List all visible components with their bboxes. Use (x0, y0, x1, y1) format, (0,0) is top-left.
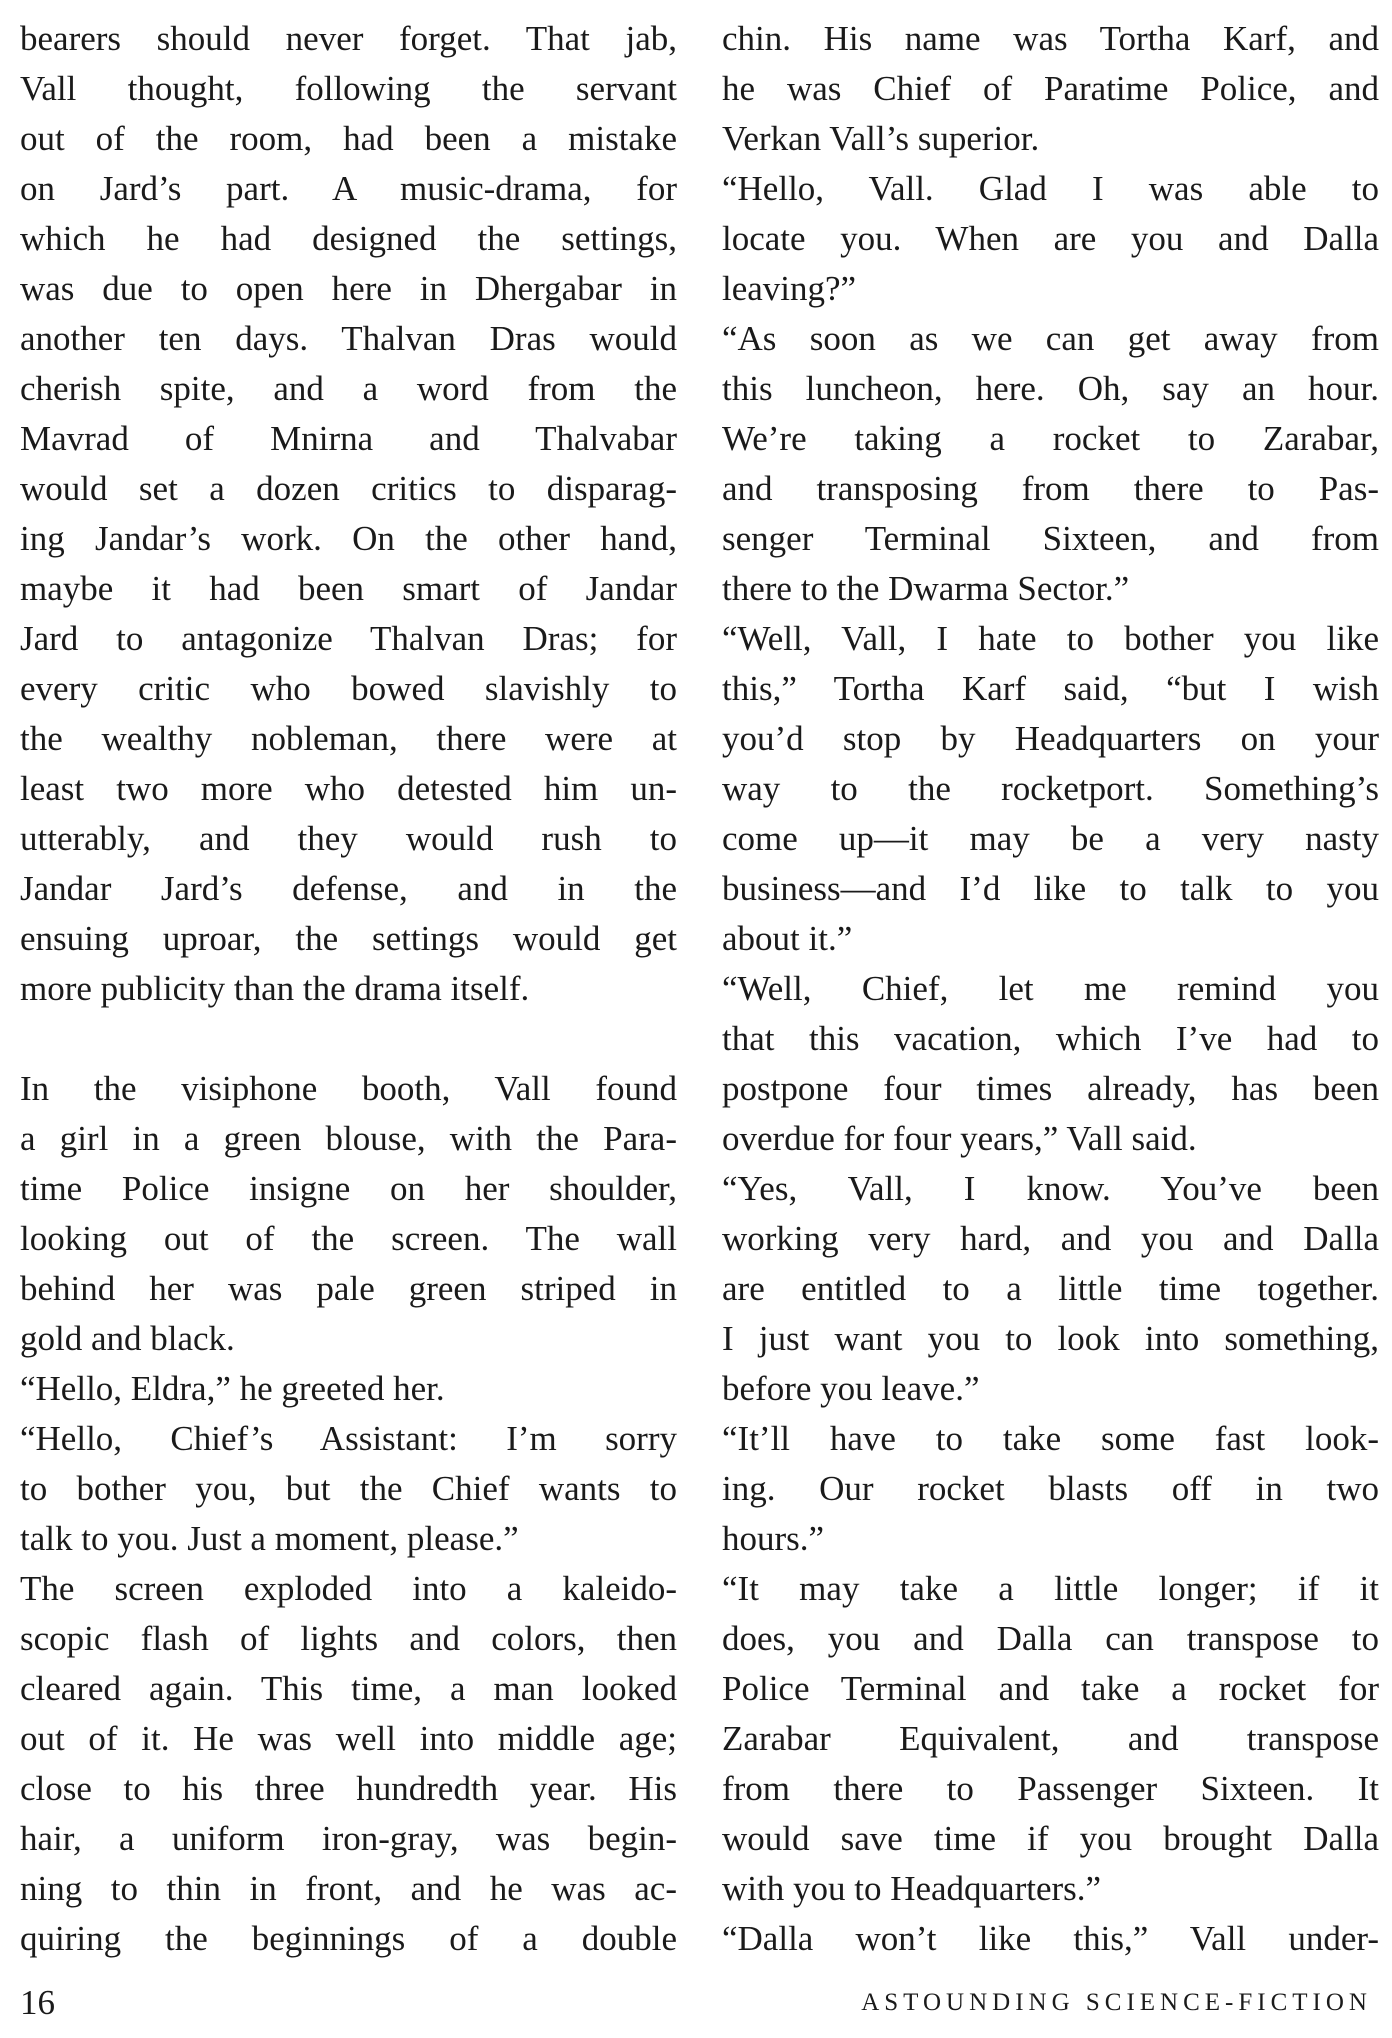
text-line: leaving?” (722, 269, 857, 308)
text-line: cherish spite, and a word from the (20, 369, 677, 408)
page-number: 16 (20, 1983, 55, 2022)
text-line: more publicity than the drama itself. (20, 969, 530, 1008)
text-line: does, you and Dalla can transpose to (722, 1619, 1379, 1658)
text-line: utterably, and they would rush to (20, 819, 677, 858)
text-line: “Well, Vall, I hate to bother you like (722, 619, 1379, 658)
text-line: would save time if you brought Dalla (722, 1819, 1379, 1858)
text-line: are entitled to a little time together. (722, 1269, 1379, 1308)
text-line: In the visiphone booth, Vall found (20, 1069, 677, 1108)
text-line: there to the Dwarma Sector.” (722, 569, 1130, 608)
text-line: postpone four times already, has been (722, 1069, 1379, 1108)
text-line: to bother you, but the Chief wants to (20, 1469, 677, 1508)
text-line: that this vacation, which I’ve had to (722, 1019, 1379, 1058)
text-line: “Yes, Vall, I know. You’ve been (722, 1169, 1379, 1208)
text-line: The screen exploded into a kaleido- (20, 1569, 677, 1608)
text-line: way to the rocketport. Something’s (722, 769, 1379, 808)
text-line: “Dalla won’t like this,” Vall under- (722, 1919, 1379, 1958)
text-line: he was Chief of Paratime Police, and (722, 69, 1379, 108)
text-line: out of the room, had been a mistake (20, 119, 677, 158)
text-line: talk to you. Just a moment, please.” (20, 1519, 519, 1558)
text-line: “Well, Chief, let me remind you (722, 969, 1379, 1008)
right-column (722, 14, 1379, 1964)
text-line: hair, a uniform iron-gray, was begin- (20, 1819, 677, 1858)
text-line: close to his three hundredth year. His (20, 1769, 677, 1808)
text-line: We’re taking a rocket to Zarabar, (722, 419, 1379, 458)
text-line: on Jard’s part. A music-drama, for (20, 169, 677, 208)
text-line: which he had designed the settings, (20, 219, 677, 258)
text-line: from there to Passenger Sixteen. It (722, 1769, 1379, 1808)
text-line: working very hard, and you and Dalla (722, 1219, 1379, 1258)
text-line: “It may take a little longer; if it (722, 1569, 1379, 1608)
text-line: every critic who bowed slavishly to (20, 669, 677, 708)
text-line: time Police insigne on her shoulder, (20, 1169, 677, 1208)
text-line: hours.” (722, 1519, 825, 1558)
text-line: Verkan Vall’s superior. (722, 119, 1040, 158)
text-line: I just want you to look into something, (722, 1319, 1379, 1358)
text-line: before you leave.” (722, 1369, 980, 1408)
text-line: was due to open here in Dhergabar in (20, 269, 677, 308)
text-line: Zarabar Equivalent, and transpose (722, 1719, 1379, 1758)
text-line: Mavrad of Mnirna and Thalvabar (20, 419, 677, 458)
text-line: “It’ll have to take some fast look- (722, 1419, 1379, 1458)
text-line: locate you. When are you and Dalla (722, 219, 1379, 258)
text-line: senger Terminal Sixteen, and from (722, 519, 1379, 558)
running-head: ASTOUNDING SCIENCE-FICTION (861, 1989, 1372, 2016)
text-line: Police Terminal and take a rocket for (722, 1669, 1379, 1708)
text-line: with you to Headquarters.” (722, 1869, 1102, 1908)
text-line: maybe it had been smart of Jandar (20, 569, 677, 608)
text-line: a girl in a green blouse, with the Para- (20, 1119, 677, 1158)
text-line: bearers should never forget. That jab, (20, 19, 677, 58)
text-line: and transposing from there to Pas- (722, 469, 1379, 508)
text-line: quiring the beginnings of a double (20, 1919, 677, 1958)
text-line: would set a dozen critics to disparag- (20, 469, 677, 508)
text-line: least two more who detested him un- (20, 769, 677, 808)
text-line: you’d stop by Headquarters on your (722, 719, 1379, 758)
text-line: ensuing uproar, the settings would get (20, 919, 677, 958)
text-line: “Hello, Vall. Glad I was able to (722, 169, 1379, 208)
text-line: overdue for four years,” Vall said. (722, 1119, 1197, 1158)
text-line: gold and black. (20, 1319, 235, 1358)
text-line: about it.” (722, 919, 853, 958)
text-line: “Hello, Eldra,” he greeted her. (20, 1369, 445, 1408)
left-column (20, 14, 677, 1964)
text-line: ning to thin in front, and he was ac- (20, 1869, 677, 1908)
text-line: looking out of the screen. The wall (20, 1219, 677, 1258)
text-line: “Hello, Chief’s Assistant: I’m sorry (20, 1419, 677, 1458)
text-line: “As soon as we can get away from (722, 319, 1379, 358)
text-line: ing. Our rocket blasts off in two (722, 1469, 1379, 1508)
text-line: scopic flash of lights and colors, then (20, 1619, 677, 1658)
text-line: come up—it may be a very nasty (722, 819, 1379, 858)
text-line: Jard to antagonize Thalvan Dras; for (20, 619, 677, 658)
text-line: Vall thought, following the servant (20, 69, 677, 108)
text-line: cleared again. This time, a man looked (20, 1669, 677, 1708)
text-line: chin. His name was Tortha Karf, and (722, 19, 1379, 58)
text-line: another ten days. Thalvan Dras would (20, 319, 677, 358)
paragraph-gap (20, 1014, 677, 1064)
text-line: this,” Tortha Karf said, “but I wish (722, 669, 1379, 708)
text-line: out of it. He was well into middle age; (20, 1719, 677, 1758)
text-line: the wealthy nobleman, there were at (20, 719, 677, 758)
text-line: ing Jandar’s work. On the other hand, (20, 519, 677, 558)
text-line: business—and I’d like to talk to you (722, 869, 1379, 908)
text-line: behind her was pale green striped in (20, 1269, 677, 1308)
text-line: this luncheon, here. Oh, say an hour. (722, 369, 1379, 408)
text-line: Jandar Jard’s defense, and in the (20, 869, 677, 908)
